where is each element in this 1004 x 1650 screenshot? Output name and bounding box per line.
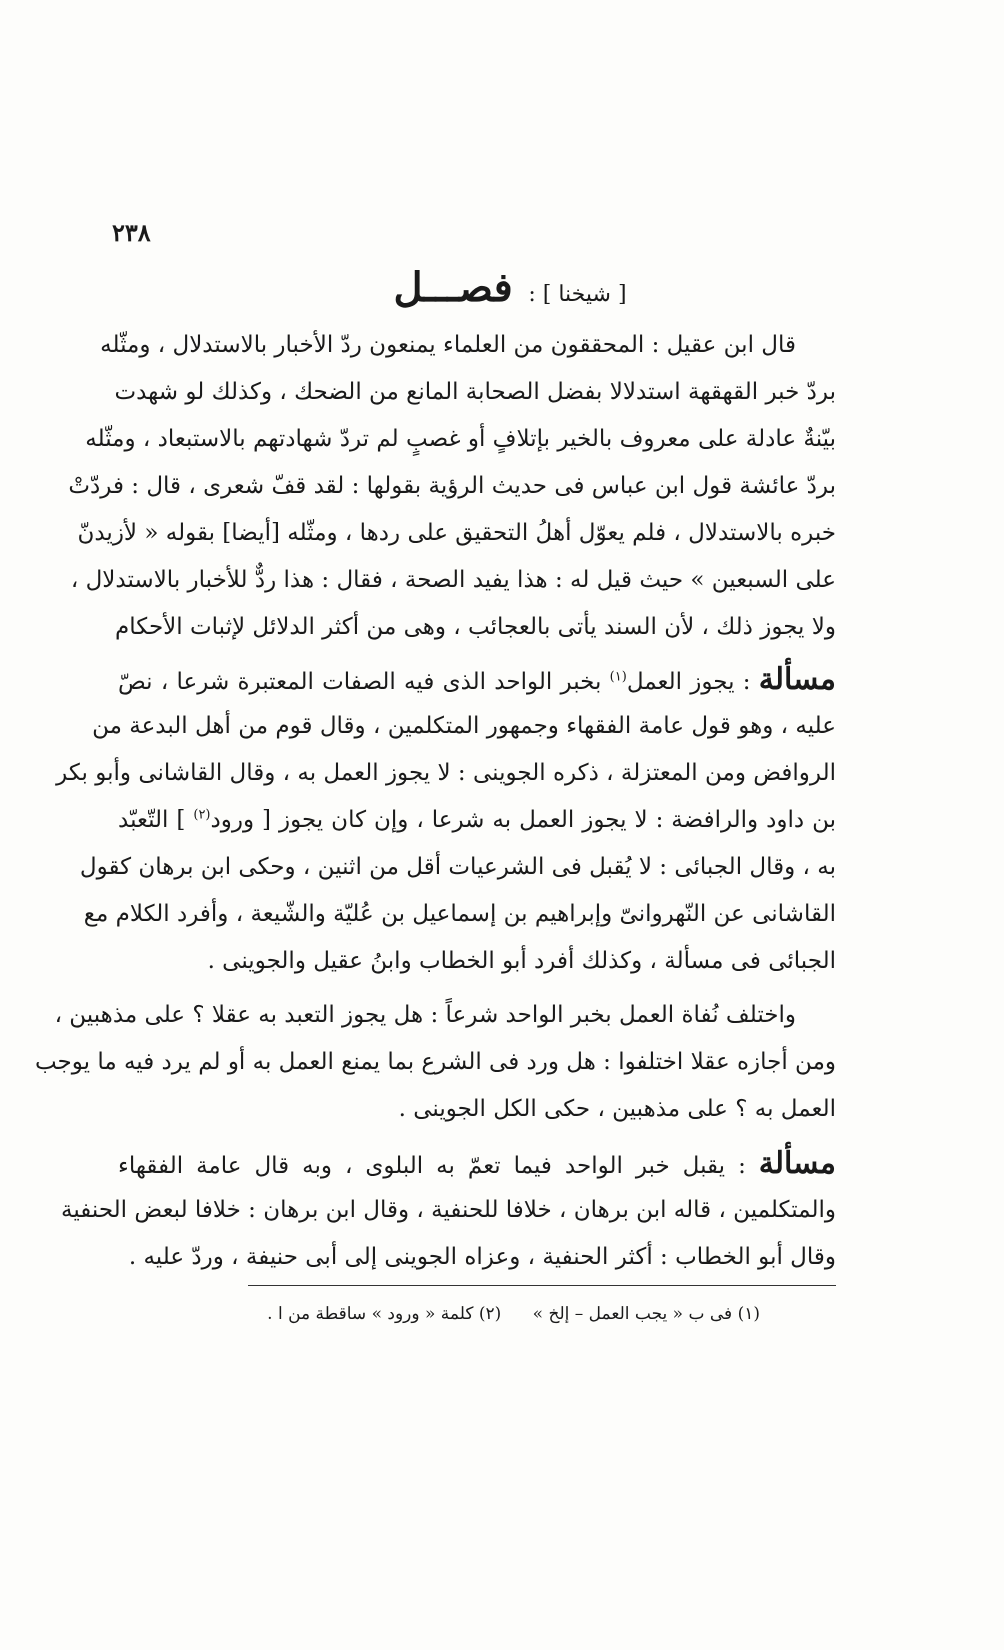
paragraph-nufat [34, 992, 836, 1133]
heading-prefix: [ شيخنا ] : [528, 282, 627, 307]
text-line: عليه ، وهو قول عامة الفقهاء وجمهور المتكلمين ، وقال قوم من أهل البدعة من [92, 713, 836, 739]
page-number: ٢٣٨ [112, 218, 151, 247]
text-line: واختلف نُفاة العمل بخبر الواحد شرعاً : هل يجوز التعبد به عقلا ؟ على مذهبين ، [54, 1002, 796, 1028]
text-line: ومن أجازه عقلا اختلفوا : هل ورد فى الشرع بما يمنع العمل به أو لم يرد فيه ما يوجب [34, 1049, 836, 1075]
paragraph-fasl [68, 322, 836, 651]
text-segment: : يجوز العمل [626, 669, 759, 695]
text-segment: بخبر الواحد الذى فيه الصفات المعتبرة شرعا ، نصّ [118, 669, 610, 695]
text-segment: : يقبل خبر الواحد فيما تعمّ به البلوى ، وبه قال عامة الفقهاء [118, 1153, 759, 1179]
footnote-ref-1: (١) [609, 669, 627, 685]
text-line: بردّ خبر القهقهة استدلالا بفضل الصحابة المانع من الضحك ، وكذلك لو شهدت [114, 379, 836, 405]
text-line: خبره بالاستدلال ، فلم يعوّل أهلُ التحقيق على ردها ، ومثّله [أيضا] بقوله « لأزيدنّ [77, 520, 836, 546]
footnote-divider [248, 1285, 836, 1286]
masala-label: مسألة [758, 1146, 836, 1181]
text-line [118, 797, 836, 844]
footnote-1: (١) فى ب « يجب العمل – إلخ » [532, 1304, 760, 1324]
text-segment: بن داود والرافضة : لا يجوز العمل به شرعا ، وإن كان يجوز [ ورود [210, 807, 836, 833]
text-line: به ، وقال الجبائى : لا يُقبل فى الشرعيات أقل من اثنين ، وحكى ابن برهان كقول [79, 854, 836, 880]
paragraph-masala-1 [56, 656, 836, 985]
text-line: قال ابن عقيل : المحققون من العلماء يمنعون ردّ الأخبار بالاستدلال ، ومثّله [100, 332, 796, 358]
footnotes [200, 1304, 760, 1324]
text-line: بردّ عائشة قول ابن عباس فى حديث الرؤية بقولها : لقد قفّ شعرى ، قال : فردّتْ [68, 473, 836, 499]
text-line: القاشانى عن النّهروانىّ وإبراهيم بن إسماعيل بن عُليّة والشّيعة ، وأفرد الكلام مع [83, 901, 836, 927]
text-line: على السبعين » حيث قيل له : هذا يفيد الصحة ، فقال : هذا ردٌّ للأخبار بالاستدلال ، [70, 567, 836, 593]
text-segment: ] التّعبّد [118, 807, 194, 833]
section-heading [350, 264, 670, 311]
text-line: وقال أبو الخطاب : أكثر الحنفية ، وعزاه الجوينى إلى أبى حنيفة ، وردّ عليه . [128, 1244, 836, 1270]
masala-label: مسألة [758, 662, 836, 697]
footnote-2: (٢) كلمة « ورود » ساقطة من ا . [267, 1304, 502, 1324]
text-line [118, 656, 836, 703]
text-line: العمل به ؟ على مذهبين ، حكى الكل الجوينى . [398, 1096, 836, 1122]
text-line: الجبائى فى مسألة ، وكذلك أفرد أبو الخطاب وابنُ عقيل والجوينى . [207, 948, 836, 974]
paragraph-masala-2 [60, 1140, 836, 1281]
text-line: ولا يجوز ذلك ، لأن السند يأتى بالعجائب ، وهى من أكثر الدلائل لإثبات الأحكام [115, 614, 836, 640]
text-line [118, 1140, 836, 1187]
text-line: بيّنةٌ عادلة على معروف بالخير بإتلافٍ أو غصبٍ لم تردّ شهادتهم بالاستبعاد ، ومثّله [85, 426, 836, 452]
text-line: الروافض ومن المعتزلة ، ذكره الجوينى : لا يجوز العمل به ، وقال القاشانى وأبو بكر [56, 760, 836, 786]
footnote-ref-2: (٢) [193, 807, 211, 823]
text-line: والمتكلمين ، قاله ابن برهان ، خلافا للحنفية ، وقال ابن برهان : خلافا لبعض الحنفية [60, 1197, 836, 1223]
heading-title: فصـــل [393, 264, 513, 311]
